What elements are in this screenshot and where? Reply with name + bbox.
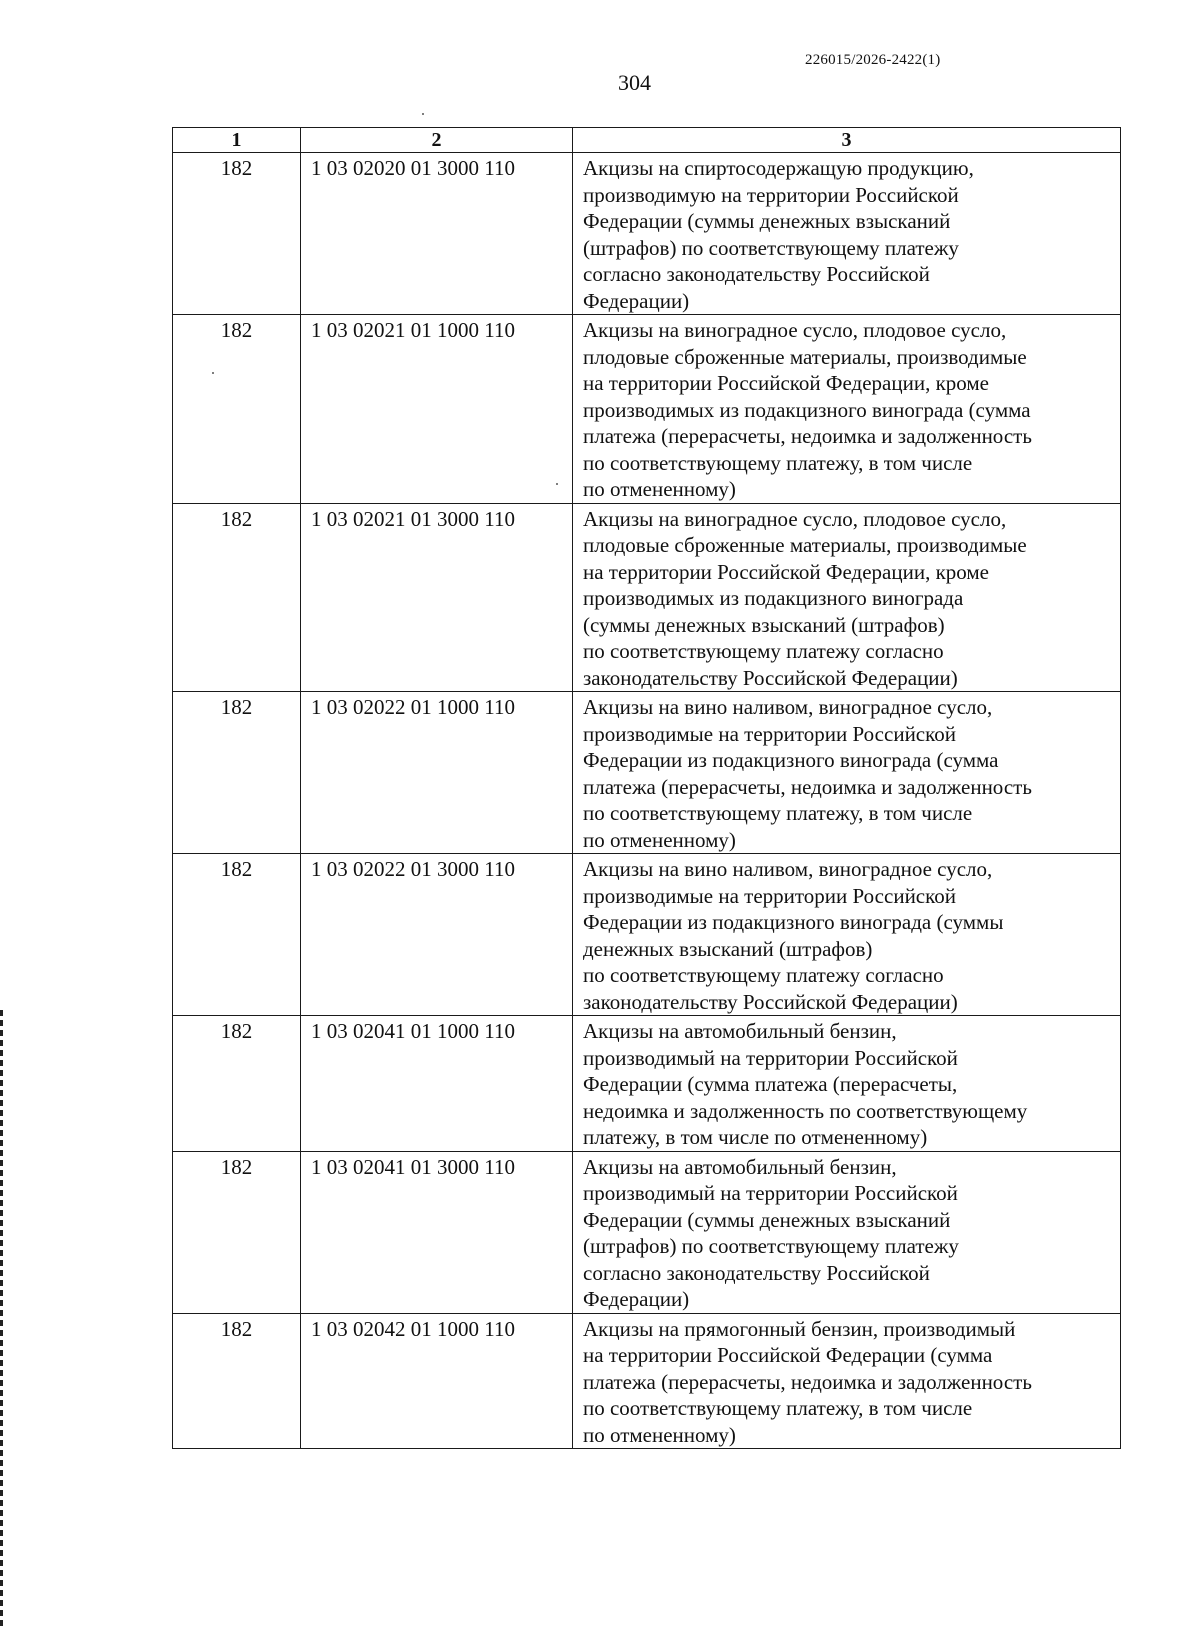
description-line: по соответствующему платежу, в том числе [583, 1396, 973, 1420]
description-line: платежа (перерасчеты, недоимка и задолженность [583, 424, 1032, 448]
description-cell [573, 1016, 1121, 1152]
description-line: платежу, в том числе по отмененному) [583, 1125, 928, 1149]
admin-code-cell: 182 [173, 1151, 301, 1313]
description-cell [573, 503, 1121, 692]
table-row [173, 854, 1121, 1016]
description-line: денежных взысканий (штрафов) [583, 936, 873, 961]
budget-code-cell: 1 03 02041 01 1000 110 [301, 1016, 573, 1152]
document-id: 226015/2026-2422(1) [805, 52, 941, 68]
budget-code-cell: 1 03 02021 01 3000 110 [301, 503, 573, 692]
description-cell [573, 1151, 1121, 1313]
scan-edge-mark [0, 1010, 3, 1630]
admin-code-cell: 182 [173, 692, 301, 854]
description-line: платежа (перерасчеты, недоимка и задолженность [583, 774, 1032, 799]
scan-speck [422, 113, 424, 115]
description-line: по соответствующему платежу, в том числе [583, 450, 973, 475]
description-line: Акцизы на спиртосодержащую продукцию, [583, 156, 974, 180]
description-line: (суммы денежных взысканий (штрафов) [583, 612, 945, 637]
description-line: по соответствующему платежу согласно [583, 639, 944, 663]
description-line: по соответствующему платежу согласно [583, 963, 944, 987]
description-line: платежа (перерасчеты, недоимка и задолженность [583, 1369, 1032, 1394]
description-line: Акцизы на автомобильный бензин, [583, 1019, 897, 1043]
description-line: (штрафов) по соответствующему платежу [583, 1234, 959, 1258]
description-line: производимых из подакцизного винограда [583, 586, 964, 610]
table-row [173, 692, 1121, 854]
admin-code-cell: 182 [173, 503, 301, 692]
description-line: по отмененному) [583, 1422, 736, 1447]
column-header-3: 3 [573, 128, 1121, 153]
kbk-table [172, 127, 1121, 1449]
description-line: (штрафов) по соответствующему платежу [583, 235, 959, 260]
admin-code-cell: 182 [173, 1313, 301, 1449]
table-header-row [173, 128, 1121, 153]
page-number: 304 [618, 70, 651, 95]
table-row [173, 1151, 1121, 1313]
description-line: производимый на территории Российской [583, 1181, 958, 1205]
description-line: на территории Российской Федерации, кроме [583, 371, 990, 395]
description-line: по соответствующему платежу, в том числе [583, 801, 973, 825]
admin-code-cell: 182 [173, 854, 301, 1016]
description-cell [573, 315, 1121, 504]
description-line: производимую на территории Российской [583, 182, 959, 207]
description-line: Акцизы на прямогонный бензин, производимый [583, 1316, 1016, 1341]
description-line: законодательству Российской Федерации) [583, 989, 958, 1014]
table-row [173, 153, 1121, 315]
description-line: законодательству Российской Федерации) [583, 665, 958, 690]
description-cell [573, 153, 1121, 315]
description-line: по отмененному) [583, 827, 736, 852]
description-line: Федерации (сумма платежа (перерасчеты, [583, 1072, 958, 1096]
description-line: по отмененному) [583, 477, 736, 501]
description-line: Федерации из подакцизного винограда (сумма [583, 748, 999, 772]
table-row [173, 1016, 1121, 1152]
description-line: недоимка и задолженность по соответствующему [583, 1098, 1028, 1123]
table-row [173, 315, 1121, 504]
description-cell [573, 854, 1121, 1016]
table-row [173, 1313, 1121, 1449]
description-line: согласно законодательству Российской [583, 1260, 930, 1285]
description-line: производимый на территории Российской [583, 1045, 958, 1070]
admin-code-cell: 182 [173, 1016, 301, 1152]
budget-code-cell: 1 03 02041 01 3000 110 [301, 1151, 573, 1313]
table-body [173, 153, 1121, 1449]
admin-code-cell: 182 [173, 153, 301, 315]
description-cell [573, 692, 1121, 854]
description-line: Акцизы на вино наливом, виноградное сусло, [583, 695, 993, 719]
description-line: плодовые сброженные материалы, производимые [583, 344, 1027, 369]
description-line: Акцизы на вино наливом, виноградное сусло, [583, 857, 993, 881]
description-line: Федерации из подакцизного винограда (суммы [583, 910, 1004, 934]
description-cell [573, 1313, 1121, 1449]
column-header-1: 1 [173, 128, 301, 153]
description-line: производимых из подакцизного винограда (сумма [583, 397, 1031, 422]
budget-code-cell: 1 03 02020 01 3000 110 [301, 153, 573, 315]
description-line: Федерации (суммы денежных взысканий [583, 209, 951, 233]
description-line: производимые на территории Российской [583, 721, 956, 746]
budget-code-cell: 1 03 02022 01 1000 110 [301, 692, 573, 854]
column-header-2: 2 [301, 128, 573, 153]
description-line: Федерации (суммы денежных взысканий [583, 1207, 951, 1232]
description-line: Федерации) [583, 288, 690, 313]
description-line: Акцизы на виноградное сусло, плодовое сусло, [583, 318, 1007, 342]
description-line: Акцизы на автомобильный бензин, [583, 1154, 897, 1179]
budget-code-cell: 1 03 02022 01 3000 110 [301, 854, 573, 1016]
admin-code-cell: 182 [173, 315, 301, 504]
budget-code-cell: 1 03 02021 01 1000 110 [301, 315, 573, 504]
description-line: Федерации) [583, 1287, 690, 1311]
description-line: на территории Российской Федерации (сумма [583, 1343, 993, 1367]
description-line: Акцизы на виноградное сусло, плодовое сусло, [583, 506, 1007, 531]
description-line: производимые на территории Российской [583, 883, 956, 908]
description-line: согласно законодательству Российской [583, 262, 930, 286]
description-line: плодовые сброженные материалы, производимые [583, 533, 1027, 557]
description-line: на территории Российской Федерации, кроме [583, 559, 990, 584]
table-row [173, 503, 1121, 692]
budget-code-cell: 1 03 02042 01 1000 110 [301, 1313, 573, 1449]
